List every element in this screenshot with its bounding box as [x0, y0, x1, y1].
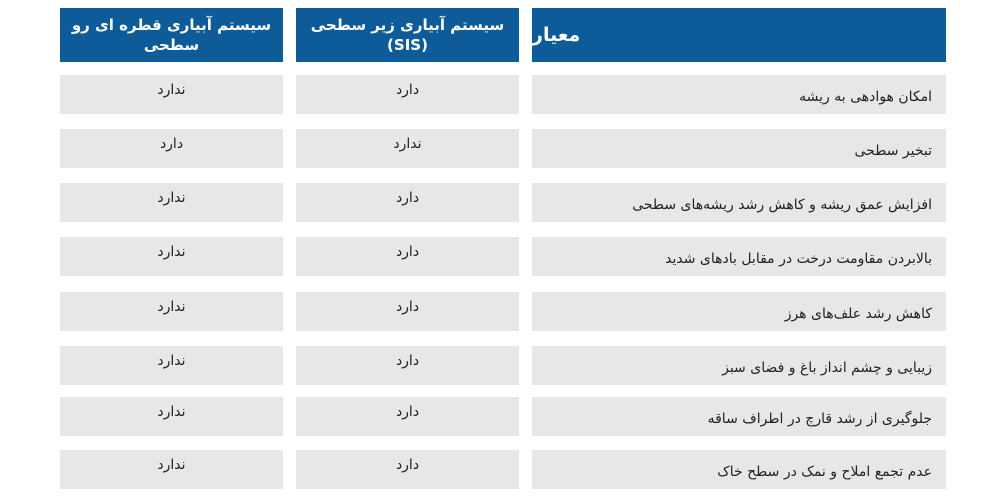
criterion-cell: افزایش عمق ریشه و کاهش رشد ریشه‌های سطحی — [532, 183, 946, 222]
criterion-cell: جلوگیری از رشد قارچ در اطراف ساقه — [532, 397, 946, 436]
surface-drip-cell: ندارد — [60, 292, 283, 331]
criterion-cell: تبخیر سطحی — [532, 129, 946, 168]
header-criterion — [532, 8, 946, 62]
header-criterion-label: معیار — [532, 24, 581, 46]
surface-drip-cell: ندارد — [60, 237, 283, 276]
sis-cell: ندارد — [296, 129, 519, 168]
sis-cell: دارد — [296, 183, 519, 222]
surface-drip-cell: ندارد — [60, 346, 283, 385]
surface-drip-cell: ندارد — [60, 397, 283, 436]
header-sis: سیستم آبیاری زیر سطحی (SIS) — [296, 8, 519, 62]
criterion-cell: زیبایی و چشم انداز باغ و فضای سبز — [532, 346, 946, 385]
sis-cell: دارد — [296, 75, 519, 114]
criterion-cell: امکان هوادهی به ریشه — [532, 75, 946, 114]
sis-cell: دارد — [296, 237, 519, 276]
criterion-cell: عدم تجمع املاح و نمک در سطح خاک — [532, 450, 946, 489]
header-surface-drip: سیستم آبیاری قطره ای رو سطحی — [60, 8, 283, 62]
surface-drip-cell: دارد — [60, 129, 283, 168]
sis-cell: دارد — [296, 450, 519, 489]
surface-drip-cell: ندارد — [60, 450, 283, 489]
sis-cell: دارد — [296, 397, 519, 436]
criterion-cell: بالابردن مقاومت درخت در مقابل بادهای شدید — [532, 237, 946, 276]
criterion-cell: کاهش رشد علف‌های هرز — [532, 292, 946, 331]
surface-drip-cell: ندارد — [60, 183, 283, 222]
surface-drip-cell: ندارد — [60, 75, 283, 114]
sis-cell: دارد — [296, 292, 519, 331]
sis-cell: دارد — [296, 346, 519, 385]
